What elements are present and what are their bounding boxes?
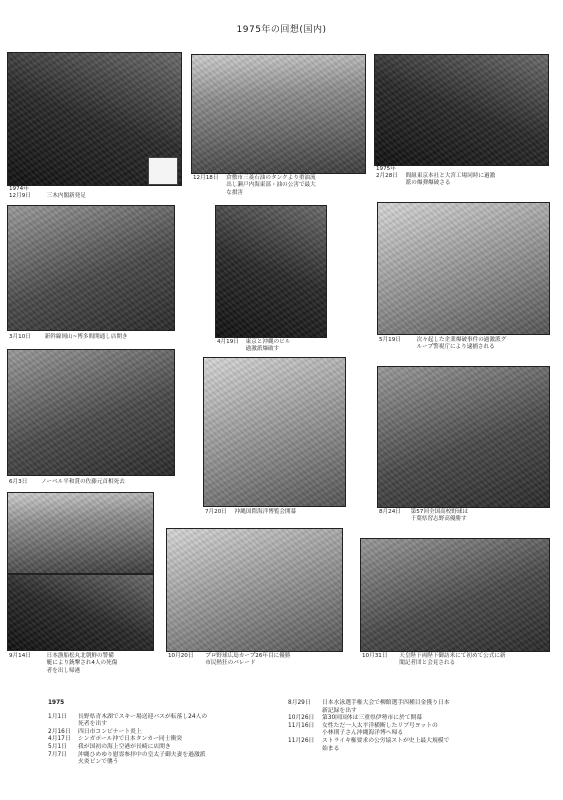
photo-emperor-press: [360, 538, 550, 652]
caption-arrest: [379, 337, 506, 352]
caption-cabinet: [9, 186, 86, 201]
chron-item: 7月7日 沖縄ひめゆり慰霊参拝中の皇太子御夫妻を過激派: [48, 751, 206, 758]
photo-expo: [203, 357, 346, 507]
chron-item: 4月17日 シンガポール沖で日本タンカー同士衝突: [48, 736, 183, 743]
caption-text: 天皇陛下両陛下御訪米にて初めて公式に新 聞記者団と会見される: [399, 653, 506, 667]
caption-date: 9月14日: [9, 653, 31, 659]
photo-sato-funeral: [7, 349, 175, 476]
caption-text: 次々起した企業爆破事件の過激派グ ループ警視庁により逮捕される: [416, 337, 507, 351]
caption-date: 10月20日: [168, 653, 194, 659]
photo-building-bomb: [215, 205, 327, 338]
caption-text: 日本漁船松丸北朝鮮の警備 艇により銃撃され4人の死傷 者を出し帰港: [46, 653, 118, 674]
chronology-left: [48, 700, 207, 767]
chron-item-cont: 小林則子さん沖縄海洋博へ帰る: [322, 730, 404, 737]
photo-shinkansen: [7, 205, 175, 331]
caption-date: 12月18日: [193, 175, 219, 181]
caption-bomb-damage: [376, 166, 495, 188]
caption-text: 第57回全国高校野球は 千葉県習志野高優勝す: [410, 509, 469, 523]
caption-fishing: [9, 653, 117, 675]
caption-carp: [168, 653, 290, 668]
caption-date: 1974年 12月9日: [9, 186, 31, 200]
caption-text: 間組東京本社と大宮工場同時に過激 派の爆弾爆破さる: [405, 173, 496, 187]
page-title: 1975年の回想(国内): [236, 25, 327, 35]
caption-text: 東京と沖縄のビル 過激派爆破す: [245, 339, 291, 353]
chron-item-cont: 死者を出す: [78, 721, 107, 728]
caption-date: 1975年 2月28日: [376, 166, 398, 180]
photo-baseball: [377, 366, 550, 508]
photo-fishing-boat: [7, 492, 154, 574]
chronology-right: [288, 700, 450, 753]
chron-item: 10月26日 第30回国体は三重県伊勢市に於て開幕: [288, 715, 423, 722]
caption-baseball: [379, 509, 468, 524]
caption-text: 倉敷市三菱石油のタンクより重油流 出し瀬戸内海東部・油の公害で最大 な損害: [226, 175, 316, 196]
chron-item: 1月1日 長野県青木湖でスキー場送迎バスが転落し24人の: [48, 713, 208, 720]
photo-carp-parade: [166, 528, 343, 652]
caption-oil-spill: [193, 175, 316, 197]
caption-date: 8月24日: [379, 509, 401, 515]
caption-expo: [205, 509, 296, 516]
caption-date: 7月20日: [205, 509, 227, 515]
caption-text: 新幹線岡山~博多間開通し店開き: [44, 334, 128, 340]
chron-item: 5月1日 我が国初の海上空港が長崎に店開き: [48, 743, 171, 750]
chron-item-cont: 新記録を出す: [322, 707, 357, 714]
photo-arrest: [377, 202, 550, 335]
photo-fishing-crowd: [7, 574, 154, 651]
photo-bomb-damage: [374, 54, 549, 166]
caption-sato: [9, 479, 125, 486]
caption-date: 6月3日: [9, 479, 28, 485]
chron-item: 2月16日 四日市コンビナート炎上: [48, 728, 142, 735]
caption-date: 10月31日: [362, 653, 388, 659]
chron-item-cont: 火炎ビンで襲う: [78, 759, 119, 766]
caption-date: 5月19日: [379, 337, 401, 343]
caption-building-bomb: [217, 339, 290, 354]
chronology-year: 1975: [48, 700, 65, 706]
chron-item: 8月29日 日本水泳選手権大会で柳館選手四種目金獲り日本: [288, 700, 450, 706]
chron-item-cont: 始まる: [322, 745, 340, 752]
caption-date: 3月10日: [9, 334, 31, 340]
caption-text: 三木内閣新発足: [46, 193, 86, 199]
caption-date: 4月19日: [217, 339, 239, 345]
caption-text: ノーベル平和賞の佐藤元首相死去: [41, 479, 125, 485]
caption-shinkansen: [9, 334, 128, 341]
caption-text: プロ野球広島カープ26年目に優勝 市民熱狂のパレード: [205, 653, 291, 667]
stamp-label: [148, 157, 178, 185]
chron-item: 11月26日 ストライキ権要求の公労協ストが史上最大規模で: [288, 737, 450, 744]
chron-item: 11月16日 女性ただ一人太平洋横断したリブ号ヨットの: [288, 722, 438, 729]
caption-text: 沖縄国際海洋博覧会開幕: [234, 509, 297, 515]
caption-emperor: [362, 653, 506, 668]
photo-oil-spill: [191, 54, 366, 174]
